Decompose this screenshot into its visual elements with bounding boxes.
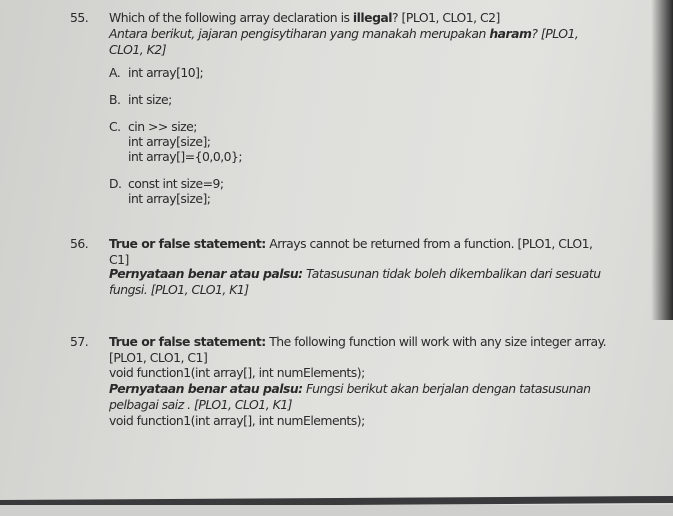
page-below (0, 505, 673, 516)
question-text-en: True or false statement: The following function will work with any size integer array. (109, 334, 607, 349)
code-line: void function1(int array[], int numElements); (109, 365, 365, 380)
question-number: 56. (70, 236, 89, 251)
question-text-en-line2: C1] (109, 252, 129, 267)
code-line: void function1(int array[], int numElements); (109, 413, 365, 428)
question-text-en: Which of the following array declaration is illegal? [PLO1, CLO1, C2] (109, 10, 500, 25)
question-text-ms: Pernyataan benar atau palsu: Tatasusunan tidak boleh dikembalikan dari sesuatu (109, 266, 601, 281)
option-b-line: int size; (128, 92, 172, 107)
option-c-line: int array[]={0,0,0}; (128, 149, 243, 164)
photo-edge (651, 0, 673, 320)
option-c-line: cin >> size; (128, 119, 197, 134)
option-label-c: C. (109, 119, 121, 134)
question-text-ms: Pernyataan benar atau palsu: Fungsi berikut akan berjalan dengan tatasusunan (109, 381, 591, 396)
option-d-line: const int size=9; (128, 176, 224, 191)
question-text-en: True or false statement: Arrays cannot be returned from a function. [PLO1, CLO1, (109, 236, 593, 251)
option-c-line: int array[size]; (128, 134, 211, 149)
question-number: 57. (70, 334, 89, 349)
option-label-a: A. (109, 65, 121, 80)
option-a-line: int array[10]; (128, 65, 204, 80)
question-text-en-line2: [PLO1, CLO1, C1] (109, 350, 208, 365)
option-d-line: int array[size]; (128, 191, 211, 206)
question-text-ms-line2: pelbagai saiz . [PLO1, CLO1, K1] (109, 397, 292, 412)
question-number: 55. (70, 10, 89, 25)
option-label-b: B. (109, 92, 121, 107)
question-text-ms: Antara berikut, jajaran pengisytiharan yang manakah merupakan haram? [PLO1, (109, 26, 579, 41)
option-label-d: D. (109, 176, 122, 191)
question-text-ms-line2: CLO1, K2] (109, 42, 167, 57)
question-text-ms-line2: fungsi. [PLO1, CLO1, K1] (109, 282, 249, 297)
